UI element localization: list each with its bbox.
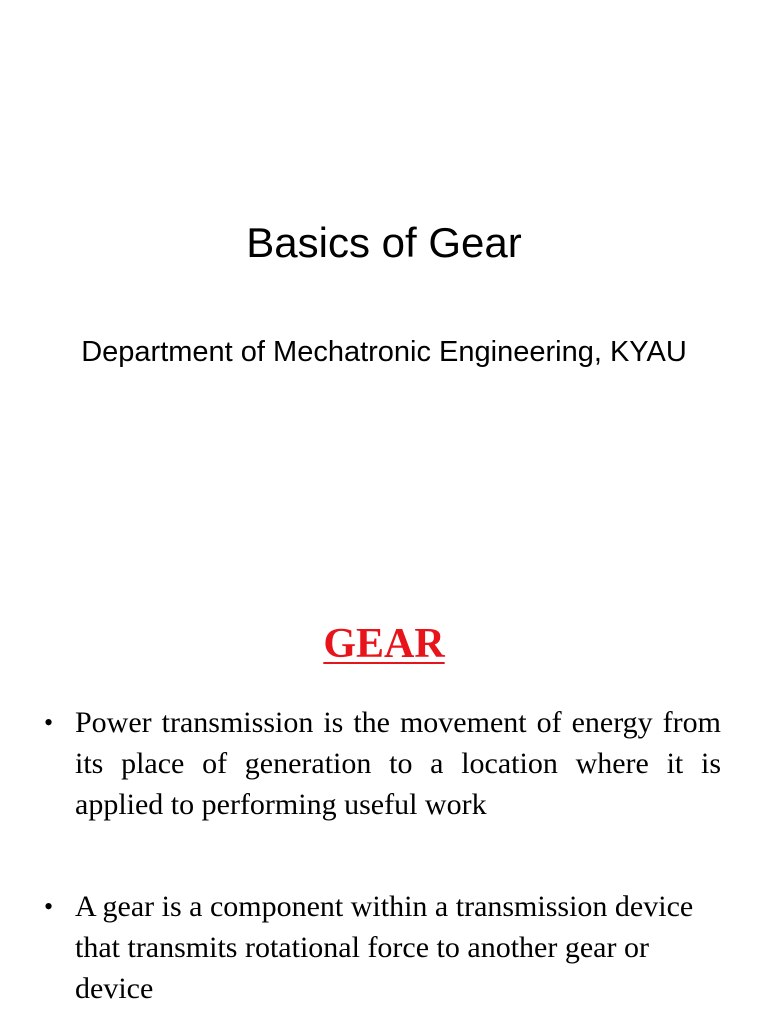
gear-slide [0,576,768,1024]
bullet-item [0,886,721,1009]
section-heading: GEAR [323,621,445,667]
bullet-text: A gear is a component within a transmission device that transmits rotational force to another gear or device [75,890,694,1005]
bullet-dot-icon: • [44,892,54,921]
bullet-dot-icon: • [44,708,54,737]
bullet-list [0,702,768,825]
bullet-list [0,886,768,1009]
bullet-item [0,702,721,825]
slide-title: Basics of Gear [246,219,522,266]
bullet-text: Power transmission is the movement of energy from its place of generation to a location where it is applied to performing useful work [75,706,721,821]
slide-subtitle: Department of Mechatronic Engineering, KYAU [81,336,687,368]
